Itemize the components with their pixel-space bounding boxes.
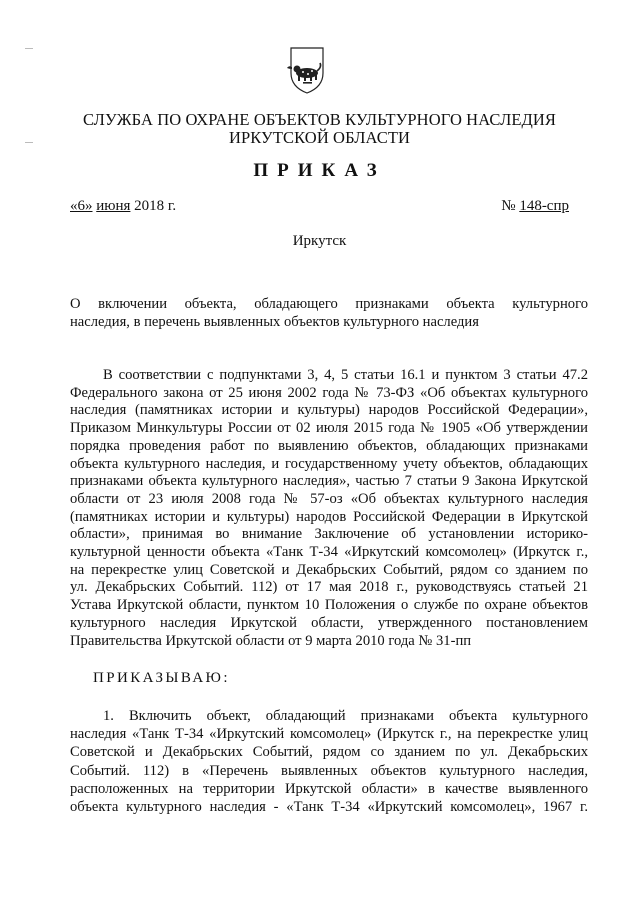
order-subject <box>70 295 588 331</box>
date-year: 2018 г. <box>134 198 177 214</box>
item-line: наследия «Танк Т-34 «Иркутский комсомолец» (Иркутск г., на перекрестке улиц <box>70 726 588 743</box>
basis-line: В соответствии с подпунктами 3, 4, 5 статьи 16.1 и пунктом 3 статьи 47.2 <box>103 367 588 383</box>
date-day: 6 <box>77 198 85 214</box>
date-open-quote: « <box>70 198 78 214</box>
item-line: 1. Включить объект, обладающий признаками объекта культурного <box>103 708 588 724</box>
subject-line: О включении объекта, обладающего признаками объекта культурного <box>70 296 588 312</box>
item-line: объекта культурного наследия - «Танк Т-34 «Иркутский комсомолец», 1967 г. <box>70 799 588 816</box>
order-number <box>501 198 569 215</box>
number-prefix: № <box>501 198 516 214</box>
basis-line: области», принимая во внимание Заключение об установлении историко- <box>70 526 588 543</box>
order-item-1 <box>70 707 588 816</box>
subject-line: наследия, в перечень выявленных объектов культурного наследия <box>70 314 479 330</box>
agency-name-line1: СЛУЖБА ПО ОХРАНЕ ОБЪЕКТОВ КУЛЬТУРНОГО НАСЛЕДИЯ <box>82 110 557 129</box>
coat-of-arms-icon <box>277 45 337 95</box>
city: Иркутск <box>292 233 347 249</box>
basis-line: Правительства Иркутской области от 9 марта 2010 года № 31-пп <box>70 632 472 649</box>
order-date <box>70 198 176 215</box>
basis-line: объекта культурного наследия, и государственному учету объектов, обладающих <box>70 455 588 472</box>
number-value: 148-спр <box>519 198 569 214</box>
basis-line: культурного наследия Иркутской области, утвержденного постановлением <box>70 614 588 631</box>
date-close-quote: » <box>85 198 93 214</box>
basis-line: ул. Декабрьских Событий. 112) от 17 мая 2018 г., руководствуясь статьей 21 <box>70 579 588 596</box>
document-type-title: ПРИКАЗ <box>253 160 386 181</box>
item-line: Событий. 112) в «Перечень выявленных объектов культурного наследия, <box>70 762 588 779</box>
date-month: июня <box>96 198 131 214</box>
order-heading: ПРИКАЗЫВАЮ: <box>93 670 230 686</box>
basis-line: Устава Иркутской области, пунктом 10 Положения о службе по охране объектов <box>70 597 588 614</box>
basis-line: порядка проведения работ по выявлению объектов, обладающих признаками <box>70 437 588 454</box>
legal-basis-paragraph <box>70 367 588 650</box>
basis-line: культурной ценности объекта «Танк Т-34 «Иркутский комсомолец» (Иркутск г., <box>70 544 588 561</box>
basis-line: признаками объекта культурного наследия», частью 7 статьи 9 Закона Иркутской <box>70 473 588 490</box>
basis-line: наследия (памятниках истории и культуры) народов Российской Федерации», <box>70 402 588 419</box>
basis-line: (памятниках истории и культуры) народов Российской Федерации в Иркутской <box>70 508 588 525</box>
basis-line: Приказом Минкультуры России от 02 июля 2015 года № 1905 «Об утверждении <box>70 420 588 437</box>
margin-mark <box>25 48 33 49</box>
item-line: Советской и Декабрьских Событий, рядом со зданием по ул. Декабрьских <box>70 744 588 761</box>
agency-name-line2: ИРКУТСКОЙ ОБЛАСТИ <box>228 128 411 147</box>
basis-line: Федерального закона от 25 июня 2002 года № 73-ФЗ «Об объектах культурного <box>70 384 588 401</box>
basis-line: на перекрестке улиц Советской и Декабрьских Событий, рядом со зданием по <box>70 561 588 578</box>
basis-line: области от 23 июля 2008 года № 57-оз «Об объектах культурного наследия <box>70 490 588 507</box>
item-line: расположенных на территории Иркутской области» в качестве выявленного <box>70 780 588 797</box>
